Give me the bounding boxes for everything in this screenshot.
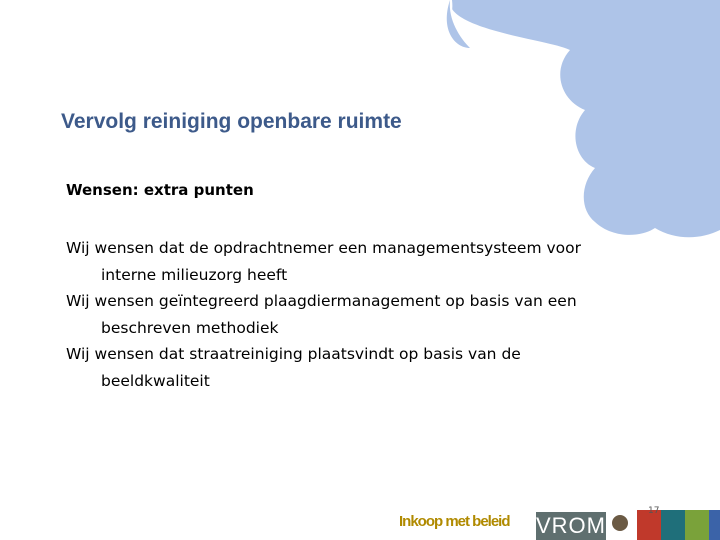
slide-subtitle: Wensen: extra punten (66, 181, 254, 199)
color-block-teal (661, 510, 685, 540)
bullet-item: Wij wensen dat de opdrachtnemer een managementsysteem voor interne milieuzorg heeft (66, 239, 581, 284)
color-block-blue (709, 510, 720, 540)
bullet-item: Wij wensen dat straatreiniging plaatsvindt op basis van de beeldkwaliteit (66, 345, 521, 390)
vrom-logo: VROM (536, 513, 606, 538)
bullet-item: Wij wensen geïntegreerd plaagdiermanagement op basis van een beschreven methodiek (66, 292, 577, 337)
logo-dot-icon (612, 515, 628, 531)
color-block-green (685, 510, 709, 540)
footer-tagline: Inkoop met beleid (399, 513, 510, 530)
bullet-list (66, 235, 586, 394)
page-number: 17 (648, 506, 660, 516)
slide-title: Vervolg reiniging openbare ruimte (61, 110, 402, 133)
